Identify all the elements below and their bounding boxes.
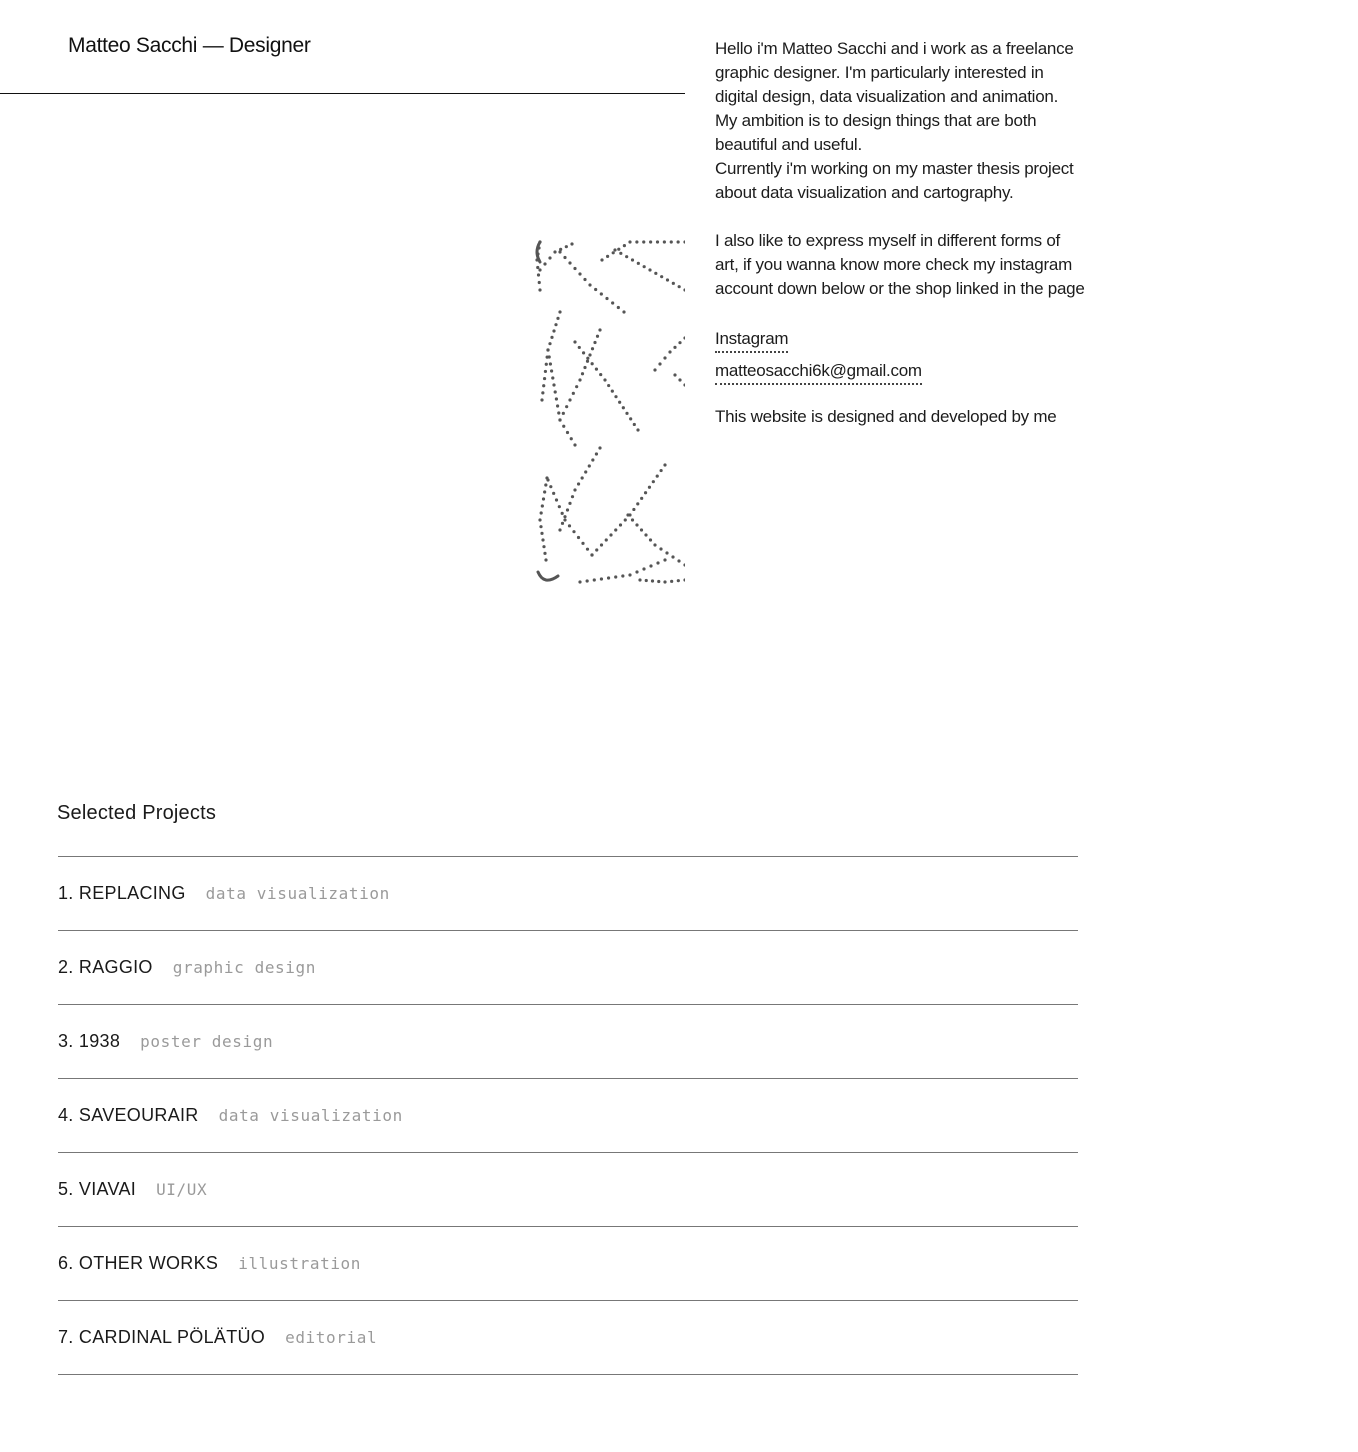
artwork-dot — [586, 357, 589, 360]
artwork-dot — [613, 248, 616, 251]
project-tag: data visualization — [205, 884, 390, 903]
artwork-dot — [541, 504, 544, 507]
artwork-dot — [540, 398, 543, 401]
artwork-dot — [678, 285, 681, 288]
artwork-dot — [683, 288, 685, 291]
artwork-dot — [555, 498, 558, 501]
artwork-dot — [581, 372, 584, 375]
artwork-dot — [572, 530, 575, 533]
artwork-dot — [640, 497, 643, 500]
artwork-dot — [599, 373, 602, 376]
artwork-dot — [545, 363, 548, 366]
artwork-dot — [636, 502, 639, 505]
projects-heading: Selected Projects — [57, 802, 217, 824]
artwork-dot — [586, 579, 589, 582]
artwork-dot — [660, 275, 663, 278]
artwork-dot — [617, 306, 620, 309]
artwork-dot — [598, 328, 601, 331]
project-tag: graphic design — [172, 958, 316, 977]
artwork-dot — [548, 256, 551, 259]
artwork-dot — [652, 480, 655, 483]
artwork-dot — [683, 383, 685, 386]
artwork-dot — [577, 482, 580, 485]
bio-art: I also like to express myself in different forms of art, if you wanna know more check my instagram account down below or the shop linked in the page — [715, 231, 1085, 298]
header-divider — [0, 93, 685, 94]
artwork-dot — [605, 297, 608, 300]
artwork-dot — [536, 266, 539, 269]
artwork-dot — [538, 518, 541, 521]
artwork-dot — [595, 452, 598, 455]
artwork-dot — [668, 350, 671, 353]
artwork-dot — [581, 542, 584, 545]
artwork-dot — [568, 398, 571, 401]
project-name: 4. SAVEOURAIR — [58, 1105, 199, 1125]
artwork-dot — [636, 428, 639, 431]
artwork-dot — [538, 268, 541, 271]
artwork-dot — [656, 240, 659, 243]
artwork-dot — [563, 518, 566, 521]
artwork-dot — [621, 574, 624, 577]
artwork-dot — [611, 390, 614, 393]
project-row-viavai[interactable] — [58, 1153, 1078, 1227]
artwork-dot — [575, 385, 578, 388]
artwork-dot — [653, 543, 656, 546]
artwork-dot — [581, 476, 584, 479]
artwork-dot — [586, 360, 589, 363]
artwork-dot — [607, 576, 610, 579]
instagram-link[interactable]: Instagram — [715, 329, 788, 353]
artwork-dot — [584, 470, 587, 473]
artwork-dot — [677, 559, 680, 562]
artwork-dot — [633, 423, 636, 426]
artwork-dot — [628, 240, 631, 243]
artwork-dot — [622, 406, 625, 409]
artwork-dot — [538, 281, 541, 284]
artwork-dot — [548, 355, 551, 358]
artwork-dot — [648, 486, 651, 489]
artwork-dot — [541, 391, 544, 394]
artwork-dot — [573, 267, 576, 270]
artwork-dot — [554, 390, 557, 393]
artwork-dot — [591, 347, 594, 350]
artwork-dot — [600, 577, 603, 580]
project-tag: editorial — [285, 1328, 378, 1347]
artwork-dot — [625, 255, 628, 258]
artwork-dot — [607, 384, 610, 387]
artwork-dot — [552, 492, 555, 495]
project-name: 6. OTHER WORKS — [58, 1253, 219, 1273]
artwork-dot — [673, 373, 676, 376]
artwork-dot — [683, 578, 685, 581]
artwork-dot — [558, 418, 561, 421]
artwork-dot — [609, 533, 612, 536]
artwork-dot — [635, 570, 638, 573]
project-name: 5. VIAVAI — [58, 1179, 137, 1199]
artwork-dot — [539, 525, 542, 528]
artwork-dot — [678, 378, 681, 381]
artwork-dot — [625, 412, 628, 415]
artwork-dot — [543, 490, 546, 493]
site-title[interactable]: Matteo Sacchi — Designer — [68, 34, 311, 57]
artwork-dot — [672, 282, 675, 285]
artwork-dot — [570, 242, 573, 245]
artwork-dot — [635, 240, 638, 243]
artwork-dot — [591, 458, 594, 461]
artwork-dot — [546, 478, 549, 481]
artwork-dot — [649, 538, 652, 541]
artwork-dot — [562, 412, 565, 415]
artwork-dot — [573, 443, 576, 446]
artwork-dot — [642, 240, 645, 243]
artwork-dot — [600, 258, 603, 261]
artwork-dot — [663, 558, 666, 561]
artwork-dot — [653, 368, 656, 371]
artwork-dot — [586, 548, 589, 551]
artwork-dot — [622, 310, 625, 313]
artwork-dot — [552, 329, 555, 332]
artwork-dot — [644, 491, 647, 494]
artwork-dot — [666, 278, 669, 281]
artwork-dot — [543, 262, 546, 265]
artwork-dot — [578, 346, 581, 349]
artwork-dot — [590, 553, 593, 556]
dotted-line-drawing-icon — [520, 230, 685, 600]
artwork-dot — [558, 505, 561, 508]
bio-ambition: My ambition is to design things that are both beautiful and useful. — [715, 111, 1037, 154]
artwork-dot — [550, 336, 553, 339]
artwork-dot — [644, 533, 647, 536]
artwork-dot — [572, 392, 575, 395]
artwork-dot — [637, 262, 640, 265]
artwork-dot — [645, 579, 648, 582]
artwork-dot — [593, 578, 596, 581]
artwork-dot — [578, 272, 581, 275]
artwork-dot — [583, 278, 586, 281]
artwork-dot — [540, 511, 543, 514]
artwork-dot — [556, 404, 559, 407]
project-tag: poster design — [140, 1032, 274, 1051]
artwork-dot — [544, 370, 547, 373]
artwork-dot — [614, 395, 617, 398]
artwork-dot — [642, 567, 645, 570]
artwork-hook — [537, 242, 540, 262]
artwork-dot — [595, 368, 598, 371]
artwork-dot — [571, 495, 574, 498]
project-row-replacing[interactable] — [58, 857, 1078, 931]
artwork-dot — [611, 301, 614, 304]
email-link[interactable]: matteosacchi6k@gmail.com — [715, 361, 922, 385]
artwork-dot — [678, 341, 681, 344]
artwork-dot — [683, 336, 685, 339]
artwork-dot — [595, 548, 598, 551]
artwork-dot — [542, 384, 545, 387]
artwork-dot — [583, 366, 586, 369]
artwork-dot — [551, 376, 554, 379]
artwork-dot — [640, 528, 643, 531]
artwork-dot — [570, 437, 573, 440]
artwork-dot — [623, 244, 626, 247]
project-tag: UI/UX — [156, 1180, 208, 1199]
site-credit: This website is designed and developed by me — [715, 407, 1057, 426]
project-row-raggio[interactable] — [58, 931, 1078, 1005]
project-tag: data visualization — [218, 1106, 403, 1125]
artwork-dot — [670, 580, 673, 583]
artwork-dot — [648, 268, 651, 271]
artwork-dot — [651, 579, 654, 582]
artwork-dot — [643, 265, 646, 268]
artwork-dot — [552, 383, 555, 386]
artwork-dot — [603, 378, 606, 381]
artwork-dot — [638, 578, 641, 581]
artwork-dot — [568, 502, 571, 505]
artwork-dot — [554, 323, 557, 326]
project-name: 1. REPLACING — [58, 883, 186, 903]
artwork-dot — [573, 340, 576, 343]
artwork-dot — [568, 524, 571, 527]
artwork-dot — [591, 362, 594, 365]
project-row-1938[interactable] — [58, 1005, 1078, 1079]
artwork-dot — [618, 401, 621, 404]
artwork-dot — [541, 538, 544, 541]
artwork-dot — [538, 288, 541, 291]
artwork-dot — [649, 240, 652, 243]
artwork-dot — [631, 518, 634, 521]
artwork-dot — [558, 250, 561, 253]
artwork-dot — [614, 575, 617, 578]
project-name: 7. CARDINAL PÖLÄTÜO — [58, 1327, 266, 1347]
artwork-dot — [656, 561, 659, 564]
artwork-dot — [606, 255, 609, 258]
artwork-dot — [542, 497, 545, 500]
artwork-dot — [677, 240, 680, 243]
artwork-dot — [656, 475, 659, 478]
artwork-dot — [558, 528, 561, 531]
artwork-dot — [593, 341, 596, 344]
artwork-dot — [588, 283, 591, 286]
artwork-dot — [565, 405, 568, 408]
artwork-dot — [544, 483, 547, 486]
artwork-dot — [588, 464, 591, 467]
artwork-dot — [550, 369, 553, 372]
artwork-dot — [561, 512, 564, 515]
project-row-saveourair[interactable] — [58, 1079, 1078, 1153]
artwork-dot — [582, 351, 585, 354]
artwork-dot — [635, 523, 638, 526]
artwork-dot — [663, 240, 666, 243]
artwork-dot — [629, 417, 632, 420]
artwork-dot — [566, 508, 569, 511]
artwork-dot — [577, 536, 580, 539]
artwork-dot — [537, 273, 540, 276]
artwork-dot — [628, 573, 631, 576]
artwork-dot — [663, 356, 666, 359]
artwork-dot — [558, 310, 561, 313]
project-name: 2. RAGGIO — [58, 957, 153, 977]
artwork-dot — [546, 348, 549, 351]
artwork-dot — [561, 522, 564, 525]
artwork-dot — [555, 397, 558, 400]
artwork-dot — [549, 362, 552, 365]
artwork-dot — [654, 272, 657, 275]
artwork-dot — [548, 342, 551, 345]
artwork-hook — [538, 572, 558, 580]
artwork-dot — [544, 558, 547, 561]
artwork-dot — [659, 547, 662, 550]
bio-section — [715, 37, 1085, 429]
project-row-cardinal-polatuo[interactable] — [58, 1301, 1078, 1375]
artwork-dot — [596, 335, 599, 338]
artwork-dot — [657, 580, 660, 583]
artwork-dot — [683, 240, 685, 243]
artwork-dot — [624, 518, 627, 521]
artwork-dot — [631, 258, 634, 261]
artwork-dot — [542, 545, 545, 548]
bio-intro: Hello i'm Matteo Sacchi and i work as a freelance graphic designer. I'm particularly interested in digital design, data visualization and animation. — [715, 39, 1074, 106]
artwork-dot — [557, 411, 560, 414]
artwork-dot — [556, 317, 559, 320]
artwork-dot — [563, 515, 566, 518]
artwork-dot — [573, 488, 576, 491]
artwork-dot — [683, 563, 685, 566]
artwork-dot — [588, 353, 591, 356]
artwork-dot — [568, 261, 571, 264]
project-tag: illustration — [238, 1254, 362, 1273]
artwork-dot — [649, 564, 652, 567]
artwork-dot — [578, 378, 581, 381]
artwork-dot — [663, 580, 666, 583]
artwork-dot — [600, 292, 603, 295]
artwork-dot — [559, 248, 562, 251]
artwork-dot — [612, 251, 615, 254]
artwork-dot — [549, 485, 552, 488]
project-row-other-works[interactable] — [58, 1227, 1078, 1301]
artwork-dot — [563, 256, 566, 259]
artwork-dot — [543, 552, 546, 555]
artwork-dot — [594, 288, 597, 291]
artwork-dot — [553, 250, 556, 253]
artwork-dot — [632, 508, 635, 511]
project-name: 3. 1938 — [58, 1031, 121, 1051]
artwork-dot — [566, 431, 569, 434]
artwork-dot — [619, 252, 622, 255]
artwork-dot — [673, 346, 676, 349]
artwork-dot — [543, 377, 546, 380]
artwork-dot — [598, 446, 601, 449]
artwork-dot — [565, 245, 568, 248]
artwork-dot — [658, 362, 661, 365]
artwork-dot — [605, 538, 608, 541]
artwork-dot — [671, 555, 674, 558]
artwork-dot — [663, 463, 666, 466]
artwork-dot — [677, 579, 680, 582]
artwork-dot — [626, 513, 629, 516]
artwork-dot — [670, 240, 673, 243]
artwork-dot — [614, 528, 617, 531]
projects-list — [58, 856, 1078, 1375]
artwork-dot — [540, 532, 543, 535]
artwork-dot — [562, 425, 565, 428]
artwork-dot — [578, 580, 581, 583]
bio-current: Currently i'm working on my master thesis project about data visualization and cartography. — [715, 159, 1074, 202]
artwork-dot — [617, 248, 620, 251]
artwork-dot — [665, 551, 668, 554]
artwork-dot — [660, 469, 663, 472]
artwork-dot — [600, 543, 603, 546]
artwork-dot — [619, 523, 622, 526]
